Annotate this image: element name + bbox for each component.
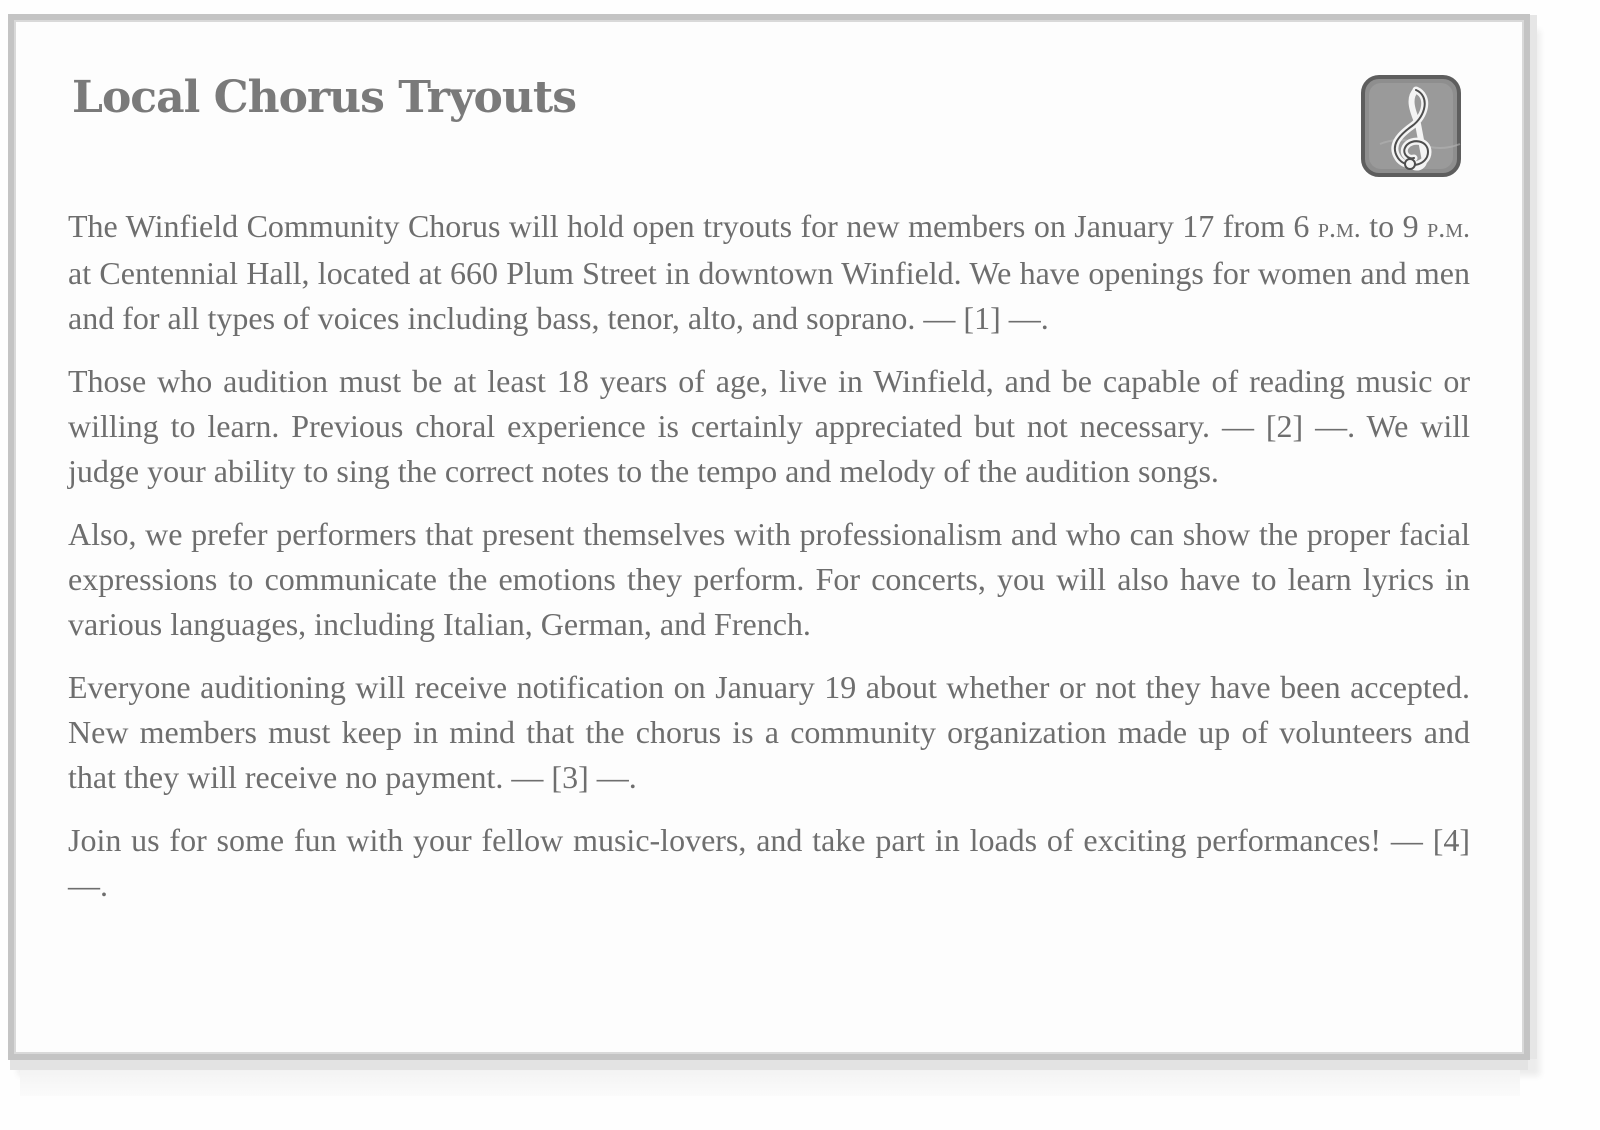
treble-clef-icon [1360, 74, 1462, 178]
notice-card [8, 14, 1530, 1060]
scan-edge [20, 1070, 1520, 1096]
paragraph-invitation: Join us for some fun with your fellow music-lovers, and take part in loads of exciting performances! — [4] —. [68, 822, 1470, 903]
paragraph-details: The Winfield Community Chorus will hold open tryouts for new members on January 17 from 6 p.m. to 9 p.m. at Centennial Hall, located at 660 Plum Street in downtown Winfield. We have openings for women and men and for all types of voices including bass, tenor, alto, and soprano. — [1] —. [68, 208, 1470, 336]
notice-body [68, 204, 1470, 926]
paragraph-preferences: Also, we prefer performers that present themselves with professionalism and who can show the proper facial expressions to communicate the emotions they perform. For concerts, you will also have to learn lyrics in various languages, including Italian, German, and French. [68, 516, 1470, 642]
notice-title: Local Chorus Tryouts [72, 72, 576, 123]
paragraph-requirements: Those who audition must be at least 18 years of age, live in Winfield, and be capable of reading music or willing to learn. Previous choral experience is certainly appreciated but not necessary. — [2] —. We will judge your ability to sing the correct notes to the tempo and melody of the audition songs. [68, 363, 1470, 489]
paragraph-notification: Everyone auditioning will receive notification on January 19 about whether or not they have been accepted. New members must keep in mind that the chorus is a community organization made up of volunteers and that they will receive no payment. — [3] —. [68, 669, 1470, 795]
